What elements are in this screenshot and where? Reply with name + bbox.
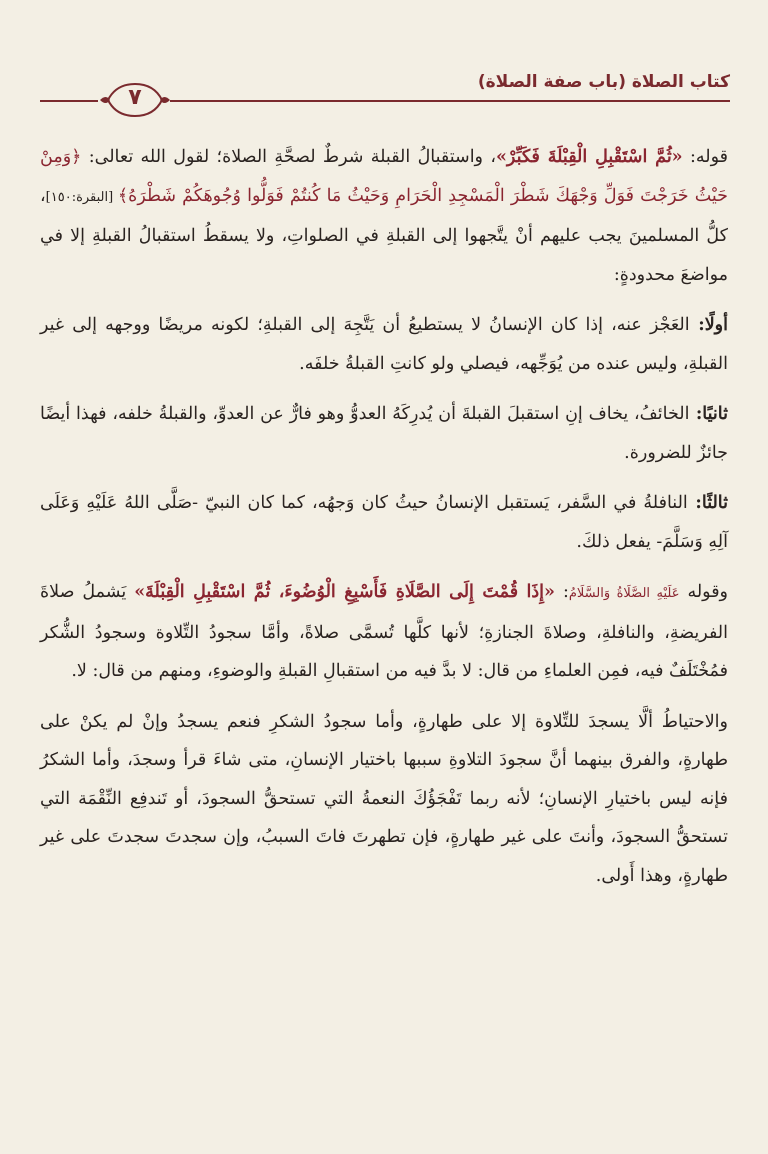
paragraph-5 — [40, 573, 728, 691]
text: : — [555, 582, 569, 602]
quran-verse: ﴿وَمِنْ حَيْثُ خَرَجْتَ فَوَلِّ وَجْهَكَ شَطْرَ الْمَسْجِدِ الْحَرَامِ وَحَيْثُ مَا كُنتُمْ فَوَلُّوا وُجُوهَكُمْ شَطْرَهُ﴾ — [40, 147, 729, 206]
text: والاحتياطُ ألَّا يسجدَ للتِّلاوة إلا على طهارةٍ، وأما سجودُ الشكرِ فنعم يسجدُ وإنْ لم يكنْ على طهارةٍ، والفرق بينهما أنَّ سجودَ التلاوةِ سببها باختيار الإنسانِ، متى شاءَ قرأ وسجدَ، وأما الشكرُ فإنه ليس باختيارِ الإنسانِ؛ لأنه ربما تَفْجَؤُكَ النعمةُ التي تستحقُّ السجودَ، أو تَندفِع النِّقْمَة التي تستحقُّ السجودَ، وأنتَ على غير طهارةٍ، فإن تطهرتَ فاتَ السببُ، وإن سجدتَ سجدتَ على غير طهارةٍ، وهذا أَولى. — [40, 711, 728, 886]
paragraph-6 — [40, 703, 728, 896]
verse-reference: [البقرة:١٥٠] — [45, 189, 118, 205]
point-heading: ثالثًا: — [687, 493, 729, 513]
paragraph-3 — [40, 395, 728, 472]
text: الخائفُ، يخاف إنِ استقبلَ القبلةَ أن يُدرِكَهُ العدوُّ وهو فارٌّ عن العدوِّ، والقبلةُ خلفه، فهذا أيضًا جائزٌ للضرورة. — [40, 404, 728, 463]
paragraph-2 — [40, 306, 728, 383]
honorific: عَلَيْهِ الصَّلَاةُ وَالسَّلَامُ — [568, 586, 680, 601]
point-heading: ثانيًا: — [689, 404, 728, 424]
page-body — [40, 138, 728, 895]
hadith-quote: «ثُمَّ اسْتَقْبِلِ الْقِبْلَةَ فَكَبِّرْ» — [495, 147, 683, 167]
text: يَشملُ صلاةَ الفريضةِ، والنافلةِ، وصلاةَ الجنازةِ؛ لأنها كلَّها تُسمَّى صلاةً، وأمَّا سجودُ التِّلاوة وسجودُ الشُّكر فمُخْتَلَفٌ فيه، فمِن العلماءِ من قال: لا بدَّ فيه من استقبالِ القبلةِ والوضوءِ، ومنهم من قال: لا. — [40, 582, 728, 681]
page-number-badge — [98, 80, 172, 120]
point-heading: أولًا: — [689, 315, 728, 335]
paragraph-1 — [40, 138, 728, 294]
running-header-title: كتاب الصلاة (باب صفة الصلاة) — [477, 72, 730, 92]
text: النافلةُ في السَّفر، يَستقبل الإنسانُ حيثُ كان وَجهُه، كما كان النبيّ - — [192, 493, 688, 513]
page-header — [40, 70, 730, 120]
text: قوله: — [682, 147, 728, 167]
header-rule-left — [40, 100, 98, 102]
text: ، كلُّ المسلمينَ يجب عليهم أنْ يتَّجهوا إلى القبلةِ في الصلواتِ، ولا يسقطُ استقبالُ القبلةِ إلا في مواضعَ محدودةٍ: — [40, 185, 728, 285]
text: العَجْز عنه، إذا كان الإنسانُ لا يستطيعُ أن يَتَّجِهَ إلى القبلةِ؛ لكونه مريضًا ووجهه إلى غير القبلةِ، وليس عنده من يُوَجِّهه، فيصلي ولو كانتِ القبلةُ خلفَه. — [40, 315, 728, 374]
text: - يفعل ذلكَ. — [576, 531, 663, 552]
text: وقوله — [679, 582, 729, 602]
paragraph-4 — [40, 484, 728, 561]
hadith-quote: «إِذَا قُمْتَ إِلَى الصَّلَاةِ فَأَسْبِغِ الْوُضُوءَ، ثُمَّ اسْتَقْبِلِ الْقِبْلَةَ» — [134, 582, 555, 602]
page-number: ٧ — [128, 85, 142, 110]
text: ، واستقبالُ القبلة شرطٌ لصحَّةِ الصلاة؛ لقول الله تعالى: — [81, 147, 496, 167]
header-rule-right — [170, 100, 730, 102]
honorific: صَلَّى اللهُ عَلَيْهِ وَعَلَى آلِهِ وَسَلَّمَ — [40, 493, 728, 552]
